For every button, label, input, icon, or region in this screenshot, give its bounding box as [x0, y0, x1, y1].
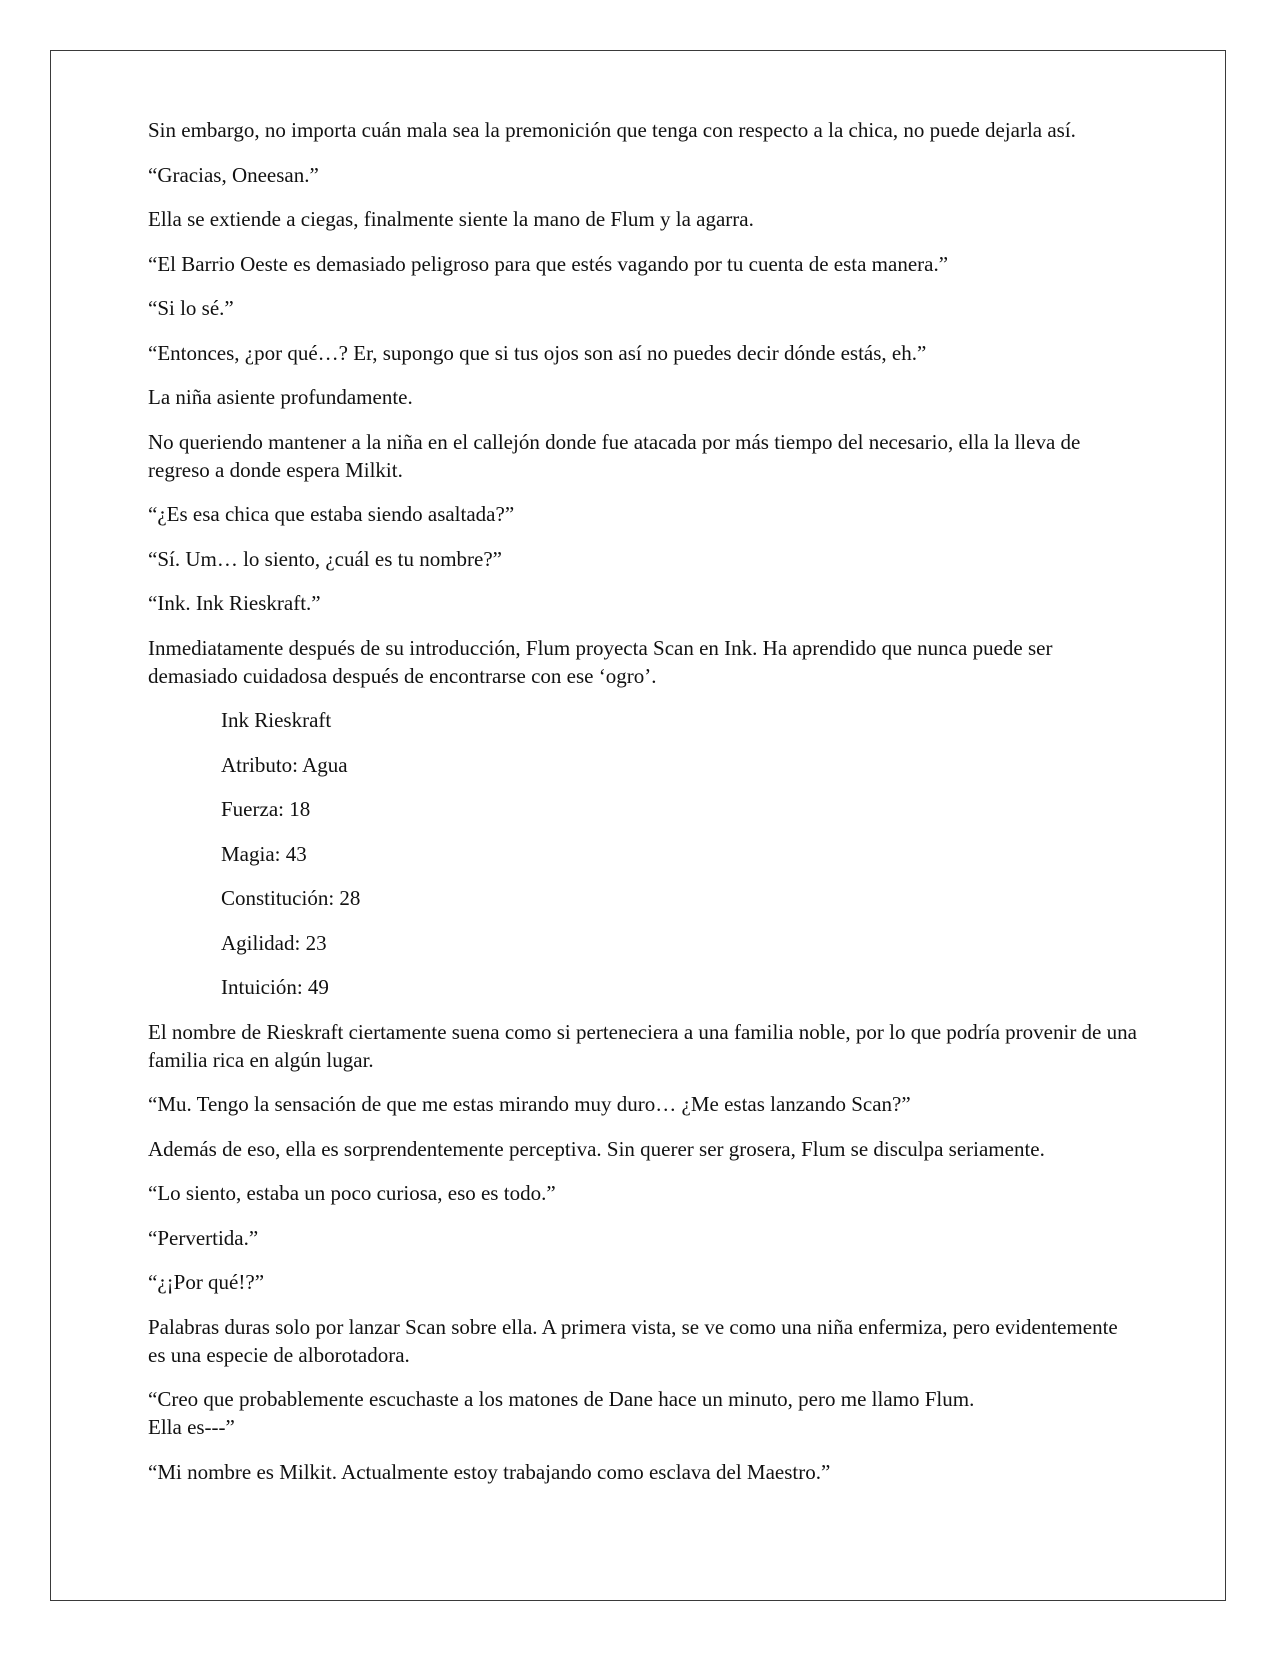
paragraph: Además de eso, ella es sorprendentemente perceptiva. Sin querer ser grosera, Flum se disculpa seriamente. — [148, 1136, 1045, 1161]
stat-line: Constitución: 28 — [221, 886, 361, 910]
paragraph: No queriendo mantener a la niña en el callejón donde fue atacada por más tiempo del necesario, ella la lleva de regreso a donde espera Milkit. — [148, 429, 1081, 482]
document-body — [148, 116, 1138, 1502]
paragraph: La niña asiente profundamente. — [148, 385, 413, 409]
paragraph: “¿¡Por qué!?” — [148, 1270, 265, 1294]
paragraph: “Creo que probablemente escuchaste a los matones de Dane hace un minuto, pero me llamo Flum. Ella es---” — [148, 1387, 975, 1439]
paragraph: “Mi nombre es Milkit. Actualmente estoy trabajando como esclava del Maestro.” — [148, 1459, 831, 1484]
stat-line: Intuición: 49 — [221, 975, 329, 999]
paragraph: Sin embargo, no importa cuán mala sea la premonición que tenga con respecto a la chica, no puede dejarla así. — [148, 118, 1076, 142]
paragraph: “Sí. Um… lo siento, ¿cuál es tu nombre?” — [148, 546, 502, 571]
paragraph: “Gracias, Oneesan.” — [148, 162, 319, 187]
stat-line: Fuerza: 18 — [221, 797, 311, 821]
paragraph: “Mu. Tengo la sensación de que me estas mirando muy duro… ¿Me estas lanzando Scan?” — [148, 1092, 911, 1116]
stat-line: Agilidad: 23 — [221, 930, 327, 955]
paragraph: Palabras duras solo por lanzar Scan sobre ella. A primera vista, se ve como una niña enfermiza, pero evidentemente es una especie de alborotadora. — [148, 1314, 1118, 1367]
paragraph: “Lo siento, estaba un poco curiosa, eso es todo.” — [148, 1181, 556, 1205]
paragraph: “¿Es esa chica que estaba siendo asaltada?” — [148, 502, 515, 526]
paragraph: “Pervertida.” — [148, 1225, 259, 1250]
paragraph: “Entonces, ¿por qué…? Er, supongo que si tus ojos son así no puedes decir dónde estás, eh.” — [148, 340, 927, 365]
paragraph: “Ink. Ink Rieskraft.” — [148, 591, 321, 615]
paragraph: “Si lo sé.” — [148, 296, 234, 320]
paragraph: Ella se extiende a ciegas, finalmente siente la mano de Flum y la agarra. — [148, 207, 754, 231]
paragraph: Inmediatamente después de su introducción, Flum proyecta Scan en Ink. Ha aprendido que nunca puede ser demasiado cuidadosa después de encontrarse con ese ‘ogro’. — [148, 635, 1053, 688]
stat-line: Ink Rieskraft — [221, 708, 332, 732]
stat-line: Atributo: Agua — [221, 752, 348, 777]
stat-line: Magia: 43 — [221, 841, 307, 866]
paragraph: El nombre de Rieskraft ciertamente suena como si perteneciera a una familia noble, por lo que podría provenir de una familia rica en algún lugar. — [148, 1019, 1137, 1072]
paragraph: “El Barrio Oeste es demasiado peligroso para que estés vagando por tu cuenta de esta manera.” — [148, 251, 949, 276]
